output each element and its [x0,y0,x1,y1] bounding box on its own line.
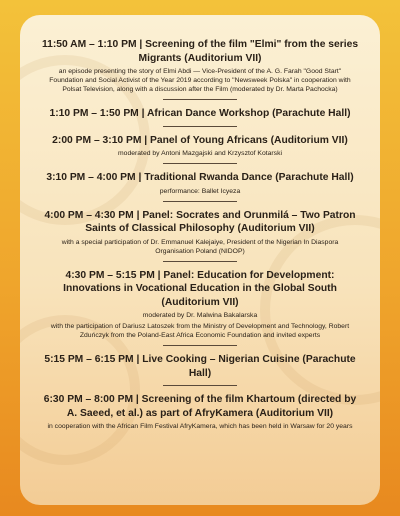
event-description: with a special participation of Dr. Emmanuel Kalejaiye, President of the Nigerian In Diaspora Organisation Poland (NIDOP) [61,238,339,255]
event-title: 3:10 PM – 4:00 PM | Traditional Rwanda Dance (Parachute Hall) [46,172,354,183]
divider [163,99,237,100]
event-description: performance: Ballet Icyeza [159,187,241,195]
event-title: 4:00 PM – 4:30 PM | Panel: Socrates and Orunmilá – Two Patron Saints of Classical Philosophy (Auditorium VII) [44,209,356,234]
divider [163,385,237,386]
divider [163,261,237,262]
event-title: 5:15 PM – 6:15 PM | Live Cooking – Nigerian Cuisine (Parachute Hall) [44,354,356,379]
event-title: 6:30 PM – 8:00 PM | Screening of the film Khartoum (directed by A. Saeed, et al.) as part of AfryKamera (Auditorium VII) [43,394,357,419]
schedule-event [38,353,362,380]
schedule-event [38,134,362,159]
schedule-card [20,15,380,505]
divider [163,163,237,164]
event-description: in cooperation with the African Film Festival AfryKamera, which has been held in Warsaw for 20 years [47,423,353,430]
event-description: with the participation of Dariusz Latoszek from the Ministry of Development and Technology, Robert Zduńczyk from the Poland-East Africa Economic Foundation and invited experts [50,323,350,339]
event-title: 1:10 PM – 1:50 PM | African Dance Workshop (Parachute Hall) [49,108,351,119]
divider [163,126,237,127]
schedule-list [38,38,362,431]
event-title: 4:30 PM – 5:15 PM | Panel: Education for Development: Innovations in Vocational Education in the Global South (Auditorium VII) [63,269,337,308]
schedule-event [38,269,362,341]
event-description: moderated by Dr. Malwina Bakalarska [142,312,258,319]
schedule-event [38,171,362,196]
divider [163,345,237,346]
event-description: moderated by Antoni Mazgajski and Krzysztof Kotarski [118,150,282,157]
divider [163,201,237,202]
event-title: 2:00 PM – 3:10 PM | Panel of Young Africans (Auditorium VII) [52,134,348,146]
schedule-event [38,107,362,121]
event-description: an episode presenting the story of Elmi Abdi — Vice-President of the A. G. Farah "Good Start" Foundation and Social Activist of the Year 2019 according to "Newsweek Polska" in cooperation with Polsat Television, along with a discussion after the Film (moderated by Dr. Marta Pachocka) [49,68,351,93]
schedule-event [38,209,362,256]
schedule-event [38,38,362,94]
schedule-event [38,393,362,431]
event-title: 11:50 AM – 1:10 PM | Screening of the film "Elmi" from the series Migrants (Auditorium VII) [41,39,359,64]
